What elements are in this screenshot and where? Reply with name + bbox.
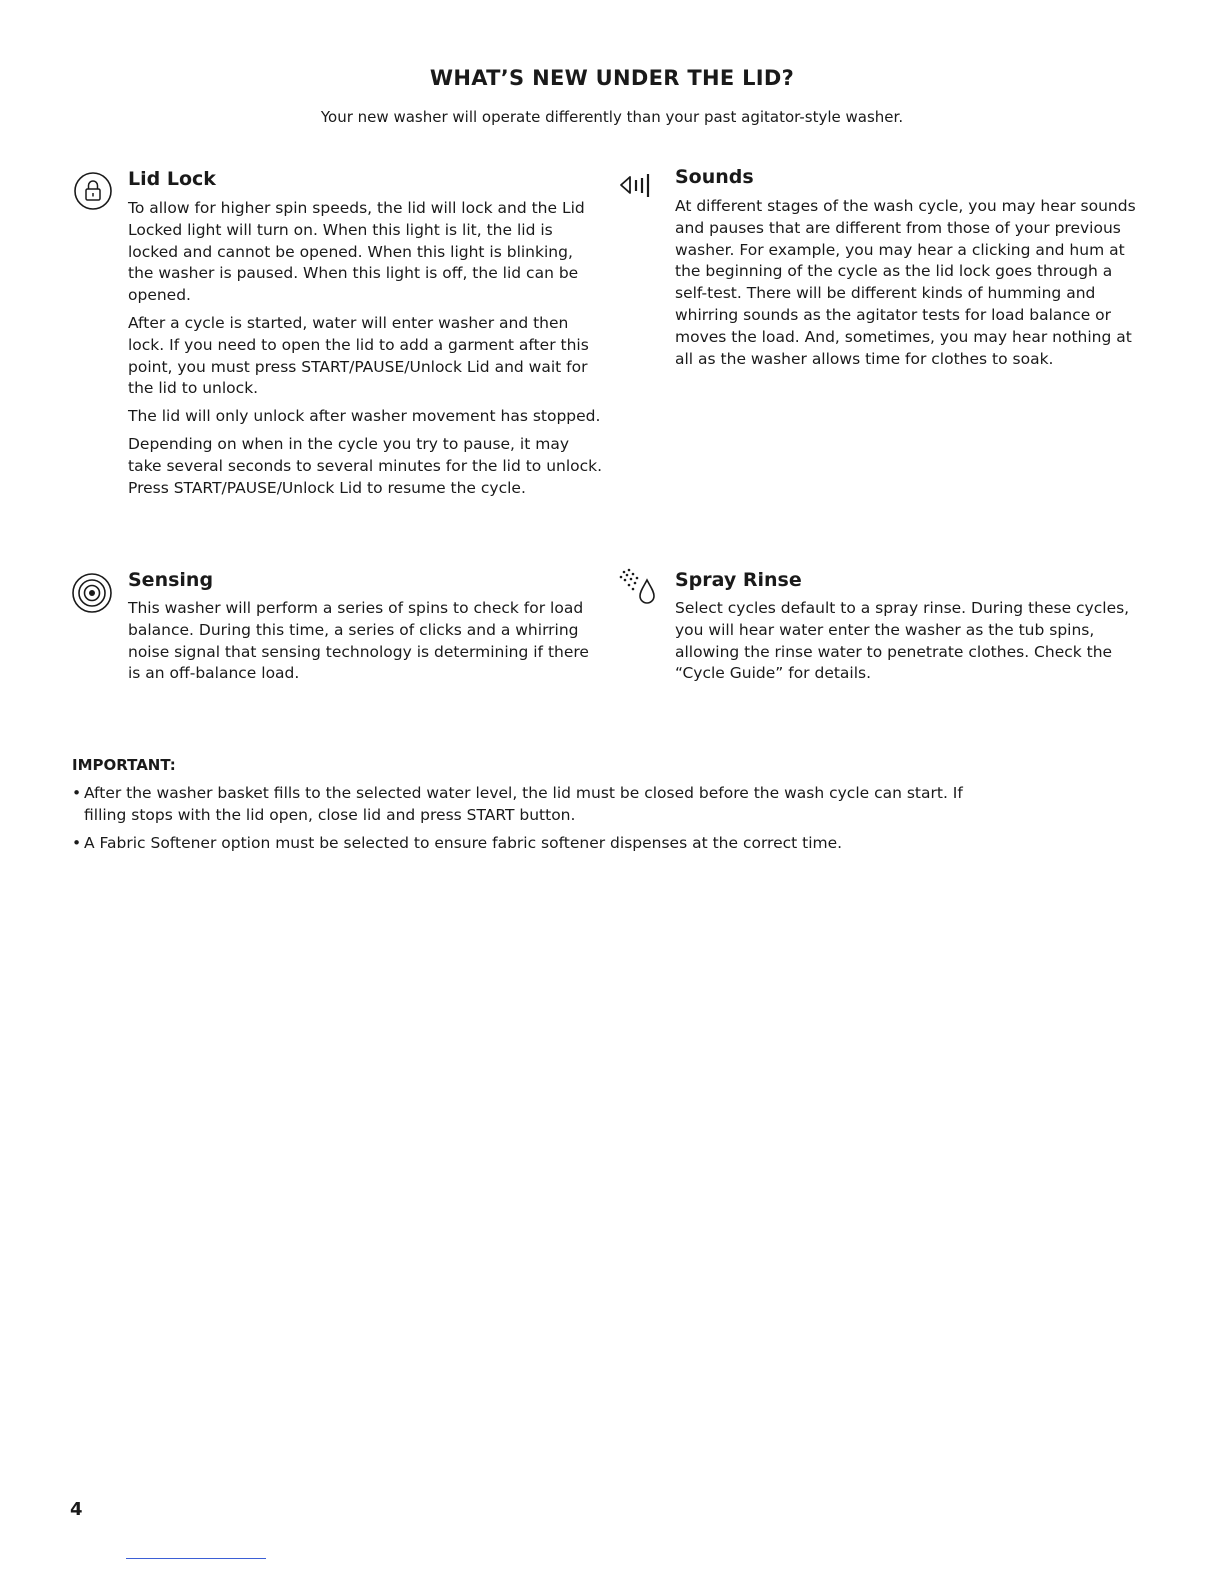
bullet: • xyxy=(72,784,82,802)
spray-drop-icon xyxy=(616,566,662,608)
list-item xyxy=(72,782,1072,826)
important-list xyxy=(72,782,1072,860)
sensing-paragraph: This washer will perform a series of spins to check for load balance. During this time, a series of clicks and a whirring noise signal that sensing technology is determining if there is an off-balance load. xyxy=(128,599,589,683)
lock-icon xyxy=(72,170,114,212)
page-subtitle: Your new washer will operate differently than your past agitator-style washer. xyxy=(320,108,904,126)
lid-lock-heading: Lid Lock xyxy=(128,168,216,190)
page-number: 4 xyxy=(70,1499,83,1520)
lid-lock-section xyxy=(128,167,603,505)
sounds-section xyxy=(675,165,1145,376)
list-item xyxy=(72,832,1072,854)
lid-lock-paragraph: To allow for higher spin speeds, the lid will lock and the Lid Locked light will turn on. When this light is lit, the lid is locked and cannot be opened. When this light is blinking, the washer is paused. When this light is off, the lid can be opened. xyxy=(128,199,585,305)
sensing-heading: Sensing xyxy=(128,569,214,591)
sounds-paragraph: At different stages of the wash cycle, you may hear sounds and pauses that are different from those of your previous washer. For example, you may hear a clicking and hum at the beginning of the cycle as the lid lock goes through a self-test. There will be different kinds of humming and whirring sounds as the agitator tests for load balance or moves the load. And, sometimes, you may hear nothing at all as the washer allows time for clothes to soak. xyxy=(675,197,1136,368)
important-item-text: A Fabric Softener option must be selected to ensure fabric softener dispenses at the correct time. xyxy=(84,834,843,852)
sensing-section xyxy=(128,568,603,691)
spray-rinse-paragraph: Select cycles default to a spray rinse. During these cycles, you will hear water enter the washer as the tub spins, allowing the rinse water to penetrate clothes. Check the “Cycle Guide” for details. xyxy=(675,599,1130,683)
speaker-icon xyxy=(617,170,661,200)
important-label: IMPORTANT: xyxy=(72,756,176,774)
spray-rinse-heading: Spray Rinse xyxy=(675,569,802,591)
lid-lock-paragraph: After a cycle is started, water will enter washer and then lock. If you need to open the lid to add a garment after this point, you must press START/PAUSE/Unlock Lid and wait for the lid to unlock. xyxy=(128,313,589,398)
spray-rinse-section xyxy=(675,568,1145,691)
page-title: WHAT’S NEW UNDER THE LID? xyxy=(429,66,795,90)
sensing-icon xyxy=(70,571,114,615)
sounds-heading: Sounds xyxy=(675,166,754,188)
lid-lock-paragraph: Depending on when in the cycle you try to pause, it may take several seconds to several minutes for the lid to unlock. Press START/PAUSE/Unlock Lid to resume the cycle. xyxy=(128,434,603,497)
footer-rule xyxy=(126,1558,266,1559)
lid-lock-paragraph: The lid will only unlock after washer movement has stopped. xyxy=(128,407,601,426)
important-item-text: After the washer basket fills to the selected water level, the lid must be closed before the wash cycle can start. If filling stops with the lid open, close lid and press START button. xyxy=(84,784,963,824)
bullet: • xyxy=(72,834,82,852)
